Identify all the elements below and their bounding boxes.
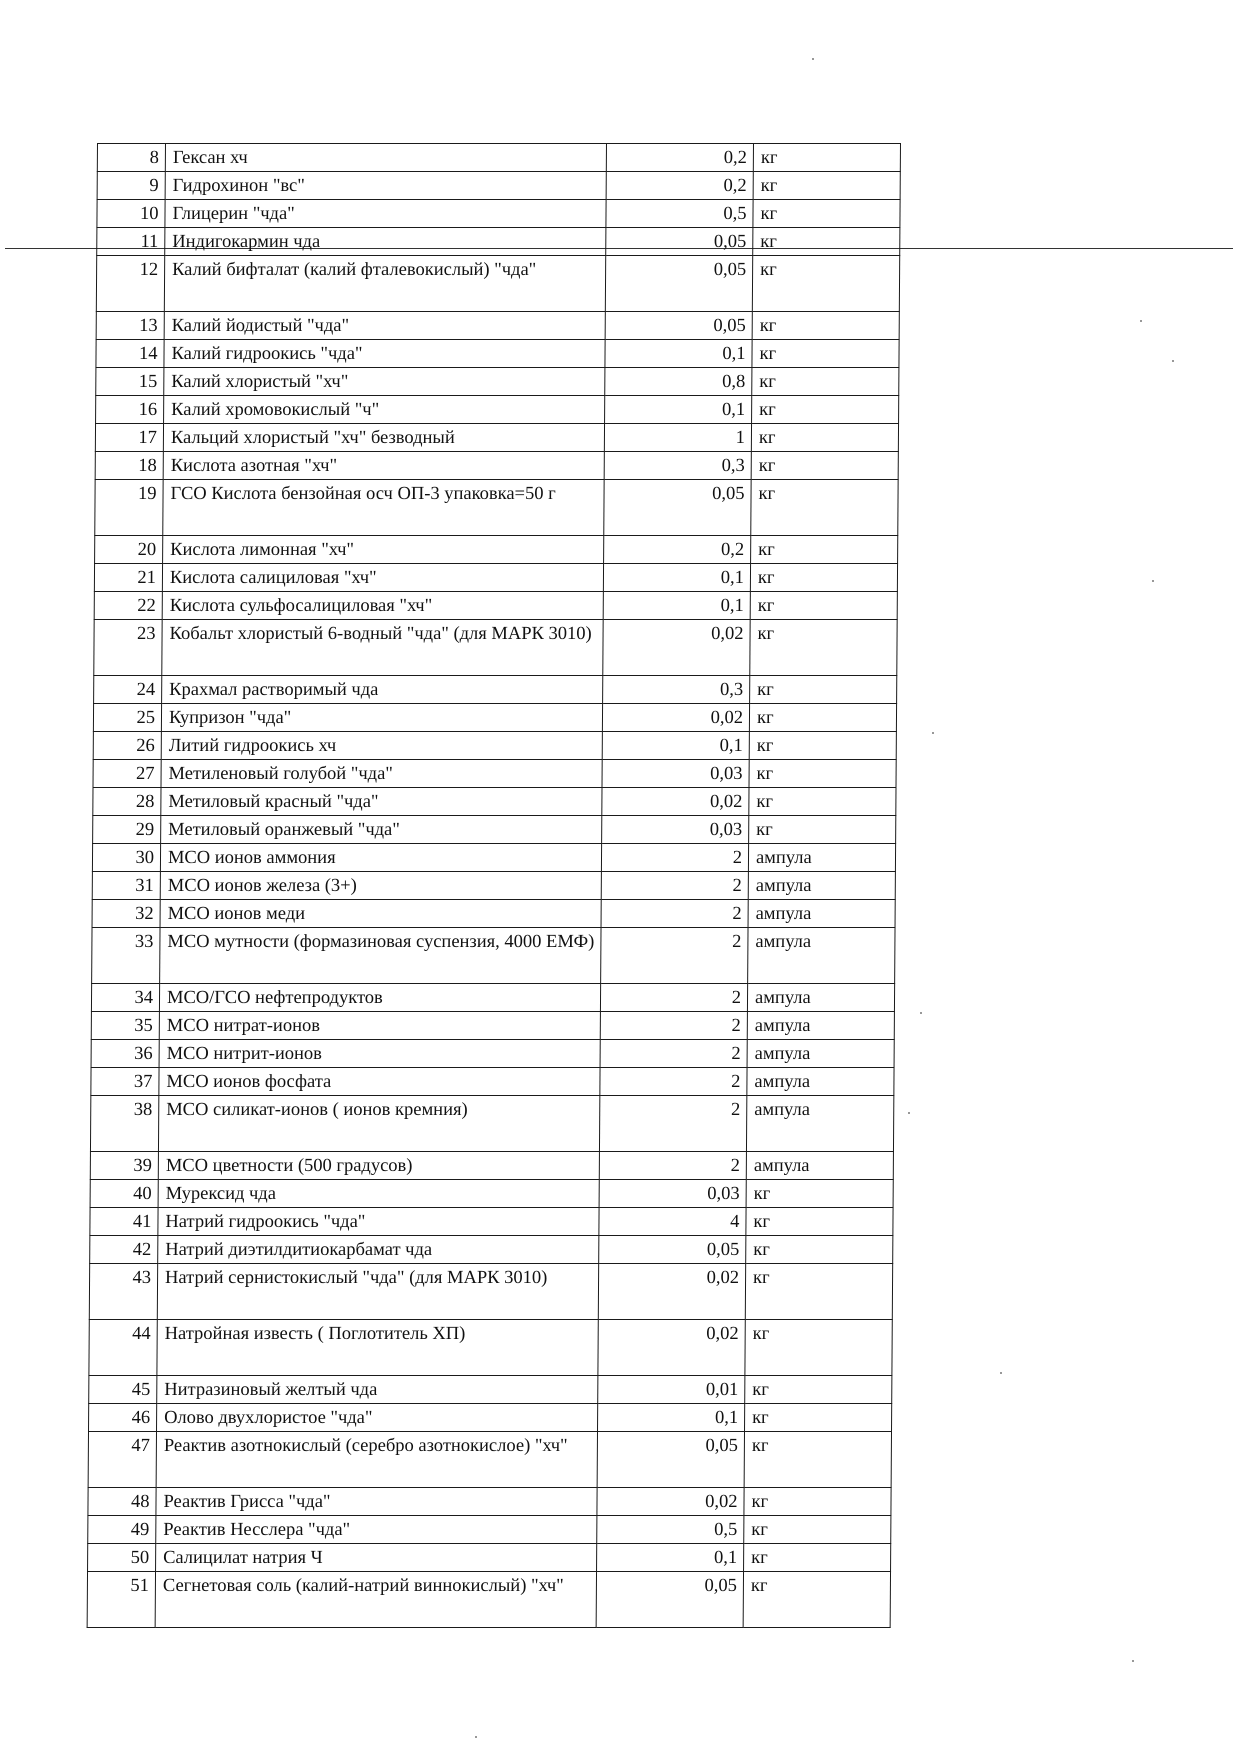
- reagent-name-cell: Калий гидроокись "чда": [164, 340, 605, 368]
- quantity-cell: 2: [600, 1068, 747, 1096]
- unit-cell: кг: [751, 536, 898, 564]
- table-row: [93, 788, 896, 816]
- unit-cell: кг: [752, 340, 899, 368]
- table-row: [88, 1488, 891, 1516]
- quantity-cell: 0,05: [605, 312, 752, 340]
- reagents-table: [87, 143, 901, 1628]
- table-row: [96, 340, 899, 368]
- row-number-cell: 23: [94, 620, 162, 676]
- table-row: [95, 536, 898, 564]
- reagent-name-cell: МСО ионов аммония: [160, 844, 601, 872]
- quantity-cell: 0,02: [598, 1320, 745, 1376]
- row-number-cell: 35: [91, 1012, 159, 1040]
- unit-cell: кг: [746, 1236, 893, 1264]
- quantity-cell: 0,8: [605, 368, 752, 396]
- reagent-name-cell: Метиловый оранжевый "чда": [161, 816, 602, 844]
- table-row: [97, 144, 900, 172]
- table-row: [88, 1432, 891, 1488]
- row-number-cell: 24: [94, 676, 162, 704]
- row-number-cell: 27: [93, 760, 161, 788]
- quantity-cell: 0,02: [602, 704, 749, 732]
- unit-cell: кг: [751, 424, 898, 452]
- scan-speck: [1172, 360, 1174, 362]
- unit-cell: ампула: [747, 1068, 894, 1096]
- quantity-cell: 0,05: [604, 480, 751, 536]
- table-row: [91, 1068, 894, 1096]
- quantity-cell: 2: [601, 900, 748, 928]
- unit-cell: кг: [750, 592, 897, 620]
- quantity-cell: 0,05: [599, 1236, 746, 1264]
- unit-cell: кг: [753, 172, 900, 200]
- row-number-cell: 15: [96, 368, 164, 396]
- row-number-cell: 46: [89, 1404, 157, 1432]
- scan-speck: [932, 732, 934, 734]
- quantity-cell: 0,2: [606, 172, 753, 200]
- reagent-name-cell: Кислота лимонная "хч": [163, 536, 604, 564]
- table-row: [88, 1516, 891, 1544]
- reagent-name-cell: Гексан хч: [165, 144, 606, 172]
- reagent-name-cell: Мурексид чда: [158, 1180, 599, 1208]
- row-number-cell: 42: [90, 1236, 158, 1264]
- row-number-cell: 47: [88, 1432, 156, 1488]
- reagent-name-cell: Реактив Несслера "чда": [156, 1516, 597, 1544]
- row-number-cell: 28: [93, 788, 161, 816]
- quantity-cell: 4: [599, 1208, 746, 1236]
- scan-speck: [1000, 1372, 1002, 1374]
- table-row: [87, 1572, 890, 1628]
- reagent-name-cell: МСО нитрит-ионов: [159, 1040, 600, 1068]
- quantity-cell: 0,1: [603, 564, 750, 592]
- quantity-cell: 2: [601, 872, 748, 900]
- quantity-cell: 0,1: [597, 1544, 744, 1572]
- unit-cell: ампула: [747, 1040, 894, 1068]
- scan-speck: [1152, 580, 1154, 582]
- reagent-name-cell: Олово двухлористое "чда": [157, 1404, 598, 1432]
- reagent-name-cell: Реактив Грисса "чда": [156, 1488, 597, 1516]
- row-number-cell: 49: [88, 1516, 156, 1544]
- table-row: [91, 984, 894, 1012]
- reagent-name-cell: Литий гидроокись хч: [161, 732, 602, 760]
- table-row: [94, 620, 897, 676]
- quantity-cell: 0,02: [602, 788, 749, 816]
- quantity-cell: 0,02: [603, 620, 750, 676]
- reagent-name-cell: Крахмал растворимый чда: [162, 676, 603, 704]
- reagent-name-cell: Кобальт хлористый 6-водный "чда" (для МАРК 3010): [162, 620, 603, 676]
- row-number-cell: 38: [90, 1096, 158, 1152]
- table-row: [89, 1320, 892, 1376]
- table-row: [93, 760, 896, 788]
- unit-cell: кг: [745, 1264, 892, 1320]
- table-row: [92, 872, 895, 900]
- table-row: [92, 844, 895, 872]
- unit-cell: кг: [750, 564, 897, 592]
- reagent-name-cell: Сегнетовая соль (калий-натрий виннокислый) "хч": [155, 1572, 596, 1628]
- reagent-name-cell: МСО ионов железа (3+): [160, 872, 601, 900]
- table-row: [90, 1152, 893, 1180]
- row-number-cell: 51: [87, 1572, 155, 1628]
- unit-cell: кг: [752, 396, 899, 424]
- unit-cell: ампула: [748, 900, 895, 928]
- quantity-cell: 0,02: [597, 1488, 744, 1516]
- unit-cell: ампула: [746, 1152, 893, 1180]
- unit-cell: кг: [744, 1516, 891, 1544]
- table-row: [93, 816, 896, 844]
- table-row: [88, 1544, 891, 1572]
- row-number-cell: 26: [93, 732, 161, 760]
- row-number-cell: 29: [93, 816, 161, 844]
- quantity-cell: 0,3: [604, 452, 751, 480]
- unit-cell: кг: [749, 816, 896, 844]
- scan-speck: [475, 1736, 477, 1738]
- reagent-name-cell: Нитразиновый желтый чда: [157, 1376, 598, 1404]
- quantity-cell: 0,05: [596, 1572, 743, 1628]
- reagent-name-cell: Калий хлористый "хч": [164, 368, 605, 396]
- unit-cell: ампула: [747, 1012, 894, 1040]
- row-number-cell: 13: [96, 312, 164, 340]
- table-row: [92, 900, 895, 928]
- scan-speck: [908, 1112, 910, 1114]
- quantity-cell: 0,05: [605, 256, 752, 312]
- table-row: [89, 1376, 892, 1404]
- row-number-cell: 8: [97, 144, 165, 172]
- unit-cell: кг: [745, 1404, 892, 1432]
- quantity-cell: 2: [599, 1152, 746, 1180]
- unit-cell: кг: [744, 1544, 891, 1572]
- table-row: [91, 1040, 894, 1068]
- table-row: [96, 256, 899, 312]
- reagent-name-cell: Кислота салициловая "хч": [162, 564, 603, 592]
- row-number-cell: 17: [95, 424, 163, 452]
- reagents-table-wrapper: [87, 143, 900, 1628]
- unit-cell: кг: [752, 312, 899, 340]
- table-row: [90, 1208, 893, 1236]
- row-number-cell: 21: [94, 564, 162, 592]
- reagent-name-cell: Натрий сернистокислый "чда" (для МАРК 3010): [157, 1264, 598, 1320]
- quantity-cell: 0,1: [603, 592, 750, 620]
- reagent-name-cell: Индигокармин чда: [165, 228, 606, 256]
- table-row: [94, 564, 897, 592]
- row-number-cell: 33: [92, 928, 160, 984]
- quantity-cell: 0,1: [605, 340, 752, 368]
- unit-cell: кг: [749, 732, 896, 760]
- unit-cell: кг: [753, 144, 900, 172]
- reagent-name-cell: Калий хромовокислый "ч": [164, 396, 605, 424]
- table-row: [92, 928, 895, 984]
- unit-cell: кг: [746, 1208, 893, 1236]
- row-number-cell: 11: [97, 228, 165, 256]
- quantity-cell: 0,03: [602, 816, 749, 844]
- table-row: [95, 480, 898, 536]
- unit-cell: кг: [751, 452, 898, 480]
- unit-cell: кг: [745, 1376, 892, 1404]
- reagent-name-cell: МСО мутности (формазиновая суспензия, 4000 ЕМФ): [160, 928, 601, 984]
- table-row: [89, 1264, 892, 1320]
- reagent-name-cell: Натрий гидроокись "чда": [158, 1208, 599, 1236]
- unit-cell: ампула: [748, 928, 895, 984]
- row-number-cell: 32: [92, 900, 160, 928]
- row-number-cell: 44: [89, 1320, 157, 1376]
- quantity-cell: 0,3: [603, 676, 750, 704]
- row-number-cell: 37: [91, 1068, 159, 1096]
- reagent-name-cell: МСО/ГСО нефтепродуктов: [159, 984, 600, 1012]
- table-row: [90, 1236, 893, 1264]
- reagent-name-cell: МСО ионов меди: [160, 900, 601, 928]
- row-number-cell: 41: [90, 1208, 158, 1236]
- reagent-name-cell: Калий йодистый "чда": [164, 312, 605, 340]
- reagent-name-cell: МСО нитрат-ионов: [159, 1012, 600, 1040]
- row-number-cell: 12: [96, 256, 164, 312]
- row-number-cell: 39: [90, 1152, 158, 1180]
- unit-cell: кг: [752, 256, 899, 312]
- table-row: [95, 424, 898, 452]
- unit-cell: кг: [753, 228, 900, 256]
- unit-cell: кг: [744, 1432, 891, 1488]
- scan-speck: [1132, 1660, 1134, 1662]
- table-row: [95, 452, 898, 480]
- scan-speck: [1140, 320, 1142, 322]
- row-number-cell: 45: [89, 1376, 157, 1404]
- table-row: [94, 676, 897, 704]
- table-row: [96, 368, 899, 396]
- unit-cell: кг: [749, 704, 896, 732]
- reagent-name-cell: МСО ионов фосфата: [159, 1068, 600, 1096]
- reagent-name-cell: Глицерин "чда": [165, 200, 606, 228]
- row-number-cell: 40: [90, 1180, 158, 1208]
- row-number-cell: 50: [88, 1544, 156, 1572]
- reagent-name-cell: МСО силикат-ионов ( ионов кремния): [158, 1096, 599, 1152]
- quantity-cell: 0,05: [597, 1432, 744, 1488]
- quantity-cell: 0,2: [606, 144, 753, 172]
- unit-cell: кг: [743, 1572, 890, 1628]
- unit-cell: кг: [744, 1488, 891, 1516]
- quantity-cell: 2: [600, 1040, 747, 1068]
- table-row: [94, 592, 897, 620]
- quantity-cell: 2: [599, 1096, 746, 1152]
- reagent-name-cell: Калий бифталат (калий фталевокислый) "чда": [164, 256, 605, 312]
- quantity-cell: 0,02: [598, 1264, 745, 1320]
- unit-cell: ампула: [746, 1096, 893, 1152]
- table-row: [89, 1404, 892, 1432]
- quantity-cell: 2: [601, 928, 748, 984]
- table-row: [97, 172, 900, 200]
- reagent-name-cell: Реактив азотнокислый (серебро азотнокислое) "хч": [156, 1432, 597, 1488]
- quantity-cell: 0,5: [597, 1516, 744, 1544]
- quantity-cell: 0,01: [598, 1376, 745, 1404]
- unit-cell: кг: [751, 480, 898, 536]
- scan-speck: [920, 1012, 922, 1014]
- table-row: [91, 1012, 894, 1040]
- reagents-table-body: [87, 144, 900, 1628]
- quantity-cell: 0,5: [606, 200, 753, 228]
- unit-cell: ампула: [747, 984, 894, 1012]
- row-number-cell: 10: [97, 200, 165, 228]
- row-number-cell: 34: [91, 984, 159, 1012]
- quantity-cell: 0,1: [605, 396, 752, 424]
- row-number-cell: 14: [96, 340, 164, 368]
- row-number-cell: 25: [93, 704, 161, 732]
- row-number-cell: 18: [95, 452, 163, 480]
- row-number-cell: 19: [95, 480, 163, 536]
- reagent-name-cell: Купризон "чда": [161, 704, 602, 732]
- table-row: [97, 200, 900, 228]
- reagent-name-cell: Натройная известь ( Поглотитель ХП): [157, 1320, 598, 1376]
- table-row: [90, 1096, 893, 1152]
- reagent-name-cell: Метиловый красный "чда": [161, 788, 602, 816]
- quantity-cell: 2: [601, 844, 748, 872]
- reagent-name-cell: ГСО Кислота бензойная осч ОП-3 упаковка=50 г: [163, 480, 604, 536]
- quantity-cell: 1: [604, 424, 751, 452]
- row-number-cell: 43: [89, 1264, 157, 1320]
- row-number-cell: 31: [92, 872, 160, 900]
- quantity-cell: 0,03: [599, 1180, 746, 1208]
- scan-speck: [812, 58, 814, 60]
- unit-cell: ампула: [748, 844, 895, 872]
- table-row: [96, 396, 899, 424]
- unit-cell: кг: [749, 760, 896, 788]
- quantity-cell: 0,05: [606, 228, 753, 256]
- table-row: [96, 312, 899, 340]
- quantity-cell: 0,03: [602, 760, 749, 788]
- row-number-cell: 9: [97, 172, 165, 200]
- reagent-name-cell: Гидрохинон "вс": [165, 172, 606, 200]
- row-number-cell: 30: [92, 844, 160, 872]
- reagent-name-cell: МСО цветности (500 градусов): [158, 1152, 599, 1180]
- row-number-cell: 36: [91, 1040, 159, 1068]
- reagent-name-cell: Кислота азотная "хч": [163, 452, 604, 480]
- quantity-cell: 2: [600, 984, 747, 1012]
- row-number-cell: 20: [95, 536, 163, 564]
- quantity-cell: 0,2: [604, 536, 751, 564]
- reagent-name-cell: Натрий диэтилдитиокарбамат чда: [158, 1236, 599, 1264]
- table-row: [97, 228, 900, 256]
- unit-cell: кг: [750, 676, 897, 704]
- row-number-cell: 16: [96, 396, 164, 424]
- table-row: [90, 1180, 893, 1208]
- quantity-cell: 0,1: [598, 1404, 745, 1432]
- reagent-name-cell: Кальций хлористый "хч" безводный: [163, 424, 604, 452]
- quantity-cell: 2: [600, 1012, 747, 1040]
- unit-cell: кг: [745, 1320, 892, 1376]
- reagent-name-cell: Салицилат натрия Ч: [156, 1544, 597, 1572]
- table-row: [93, 704, 896, 732]
- quantity-cell: 0,1: [602, 732, 749, 760]
- row-number-cell: 22: [94, 592, 162, 620]
- reagent-name-cell: Кислота сульфосалициловая "хч": [162, 592, 603, 620]
- unit-cell: кг: [753, 200, 900, 228]
- unit-cell: кг: [752, 368, 899, 396]
- unit-cell: ампула: [748, 872, 895, 900]
- row-number-cell: 48: [88, 1488, 156, 1516]
- unit-cell: кг: [746, 1180, 893, 1208]
- unit-cell: кг: [750, 620, 897, 676]
- table-row: [93, 732, 896, 760]
- unit-cell: кг: [749, 788, 896, 816]
- reagent-name-cell: Метиленовый голубой "чда": [161, 760, 602, 788]
